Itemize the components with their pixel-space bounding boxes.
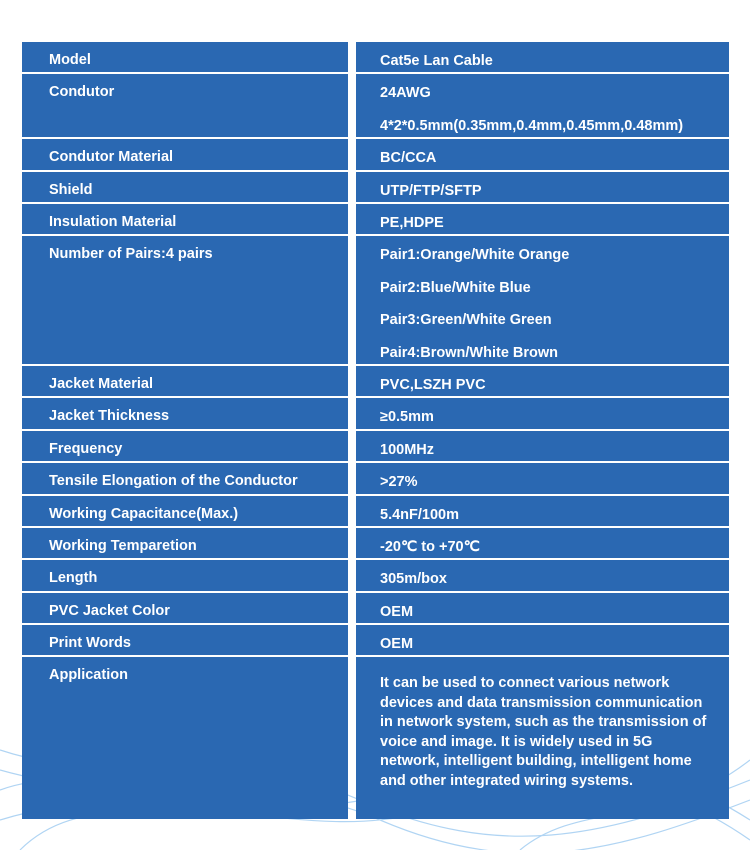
spec-label	[22, 431, 348, 463]
spec-value-line: 5.4nF/100m	[380, 506, 459, 523]
spec-label-text: Working Temparetion	[49, 537, 197, 554]
spec-value-line: ≥0.5mm	[380, 409, 434, 426]
spec-label-text: Shield	[49, 181, 93, 198]
spec-label	[22, 593, 348, 625]
spec-value-line: 100MHz	[380, 441, 434, 458]
spec-value-line: PE,HDPE	[380, 214, 444, 231]
application-label-text: Application	[49, 667, 128, 684]
spec-value-line: 24AWG	[380, 85, 431, 102]
spec-value	[356, 204, 729, 236]
spec-label-text: Working Capacitance(Max.)	[49, 505, 239, 522]
application-label	[22, 657, 348, 819]
spec-value-line: -20℃ to +70℃	[380, 538, 480, 555]
spec-label	[22, 560, 348, 592]
spec-value	[356, 139, 729, 171]
spec-label-text: Condutor	[49, 84, 115, 101]
spec-value-line: Pair2:Blue/White Blue	[380, 279, 531, 296]
spec-value-line: OEM	[380, 636, 414, 653]
application-value	[356, 657, 729, 819]
spec-label-text: Tensile Elongation of the Conductor	[49, 473, 298, 490]
spec-value	[356, 236, 729, 366]
spec-value-line: UTP/FTP/SFTP	[380, 182, 482, 199]
spec-label	[22, 463, 348, 495]
spec-label-text: Number of Pairs:4 pairs	[49, 246, 213, 263]
spec-label-text: Jacket Thickness	[49, 408, 170, 425]
spec-label	[22, 172, 348, 204]
spec-value	[356, 398, 729, 430]
spec-value	[356, 593, 729, 625]
spec-value	[356, 366, 729, 398]
spec-value	[356, 496, 729, 528]
spec-label	[22, 625, 348, 657]
spec-value	[356, 431, 729, 463]
spec-value-line: Cat5e Lan Cable	[380, 53, 493, 69]
spec-label	[22, 236, 348, 366]
spec-value-line: 4*2*0.5mm(0.35mm,0.4mm,0.45mm,0.48mm)	[380, 117, 684, 134]
spec-label	[22, 496, 348, 528]
spec-label	[22, 528, 348, 560]
spec-value-line: 305m/box	[380, 571, 447, 588]
spec-value-line: Pair1:Orange/White Orange	[380, 247, 570, 264]
application-text: It can be used to connect various network devices and data transmission communication in network system, such as the transmission of voice and image. It is widely used in 5G network, intelligent building, intelligent home and other integrated wiring systems.	[380, 675, 707, 789]
spec-label	[22, 398, 348, 430]
spec-value-line: Pair4:Brown/White Brown	[380, 344, 559, 361]
spec-label	[22, 366, 348, 398]
spec-value	[356, 528, 729, 560]
spec-label-text: Jacket Material	[49, 375, 153, 392]
spec-value-line: OEM	[380, 603, 414, 620]
spec-value	[356, 172, 729, 204]
spec-value-line: BC/CCA	[380, 150, 437, 167]
spec-label	[22, 42, 348, 74]
spec-value	[356, 625, 729, 657]
spec-label	[22, 74, 348, 139]
spec-label	[22, 139, 348, 171]
spec-value-line: PVC,LSZH PVC	[380, 376, 486, 393]
spec-value-line: >27%	[380, 474, 418, 491]
spec-value	[356, 74, 729, 139]
spec-label-text: Condutor Material	[49, 149, 174, 166]
spec-label-text: Frequency	[49, 440, 123, 457]
spec-value	[356, 463, 729, 495]
spec-label	[22, 204, 348, 236]
spec-label-text: PVC Jacket Color	[49, 602, 170, 619]
spec-value	[356, 560, 729, 592]
spec-label-text: Insulation Material	[49, 213, 177, 230]
spec-label-text: Length	[49, 570, 98, 587]
spec-table	[22, 42, 729, 819]
spec-label-text: Model	[49, 52, 91, 68]
spec-value-line: Pair3:Green/White Green	[380, 312, 552, 329]
spec-label-text: Print Words	[49, 635, 131, 652]
spec-value	[356, 42, 729, 74]
